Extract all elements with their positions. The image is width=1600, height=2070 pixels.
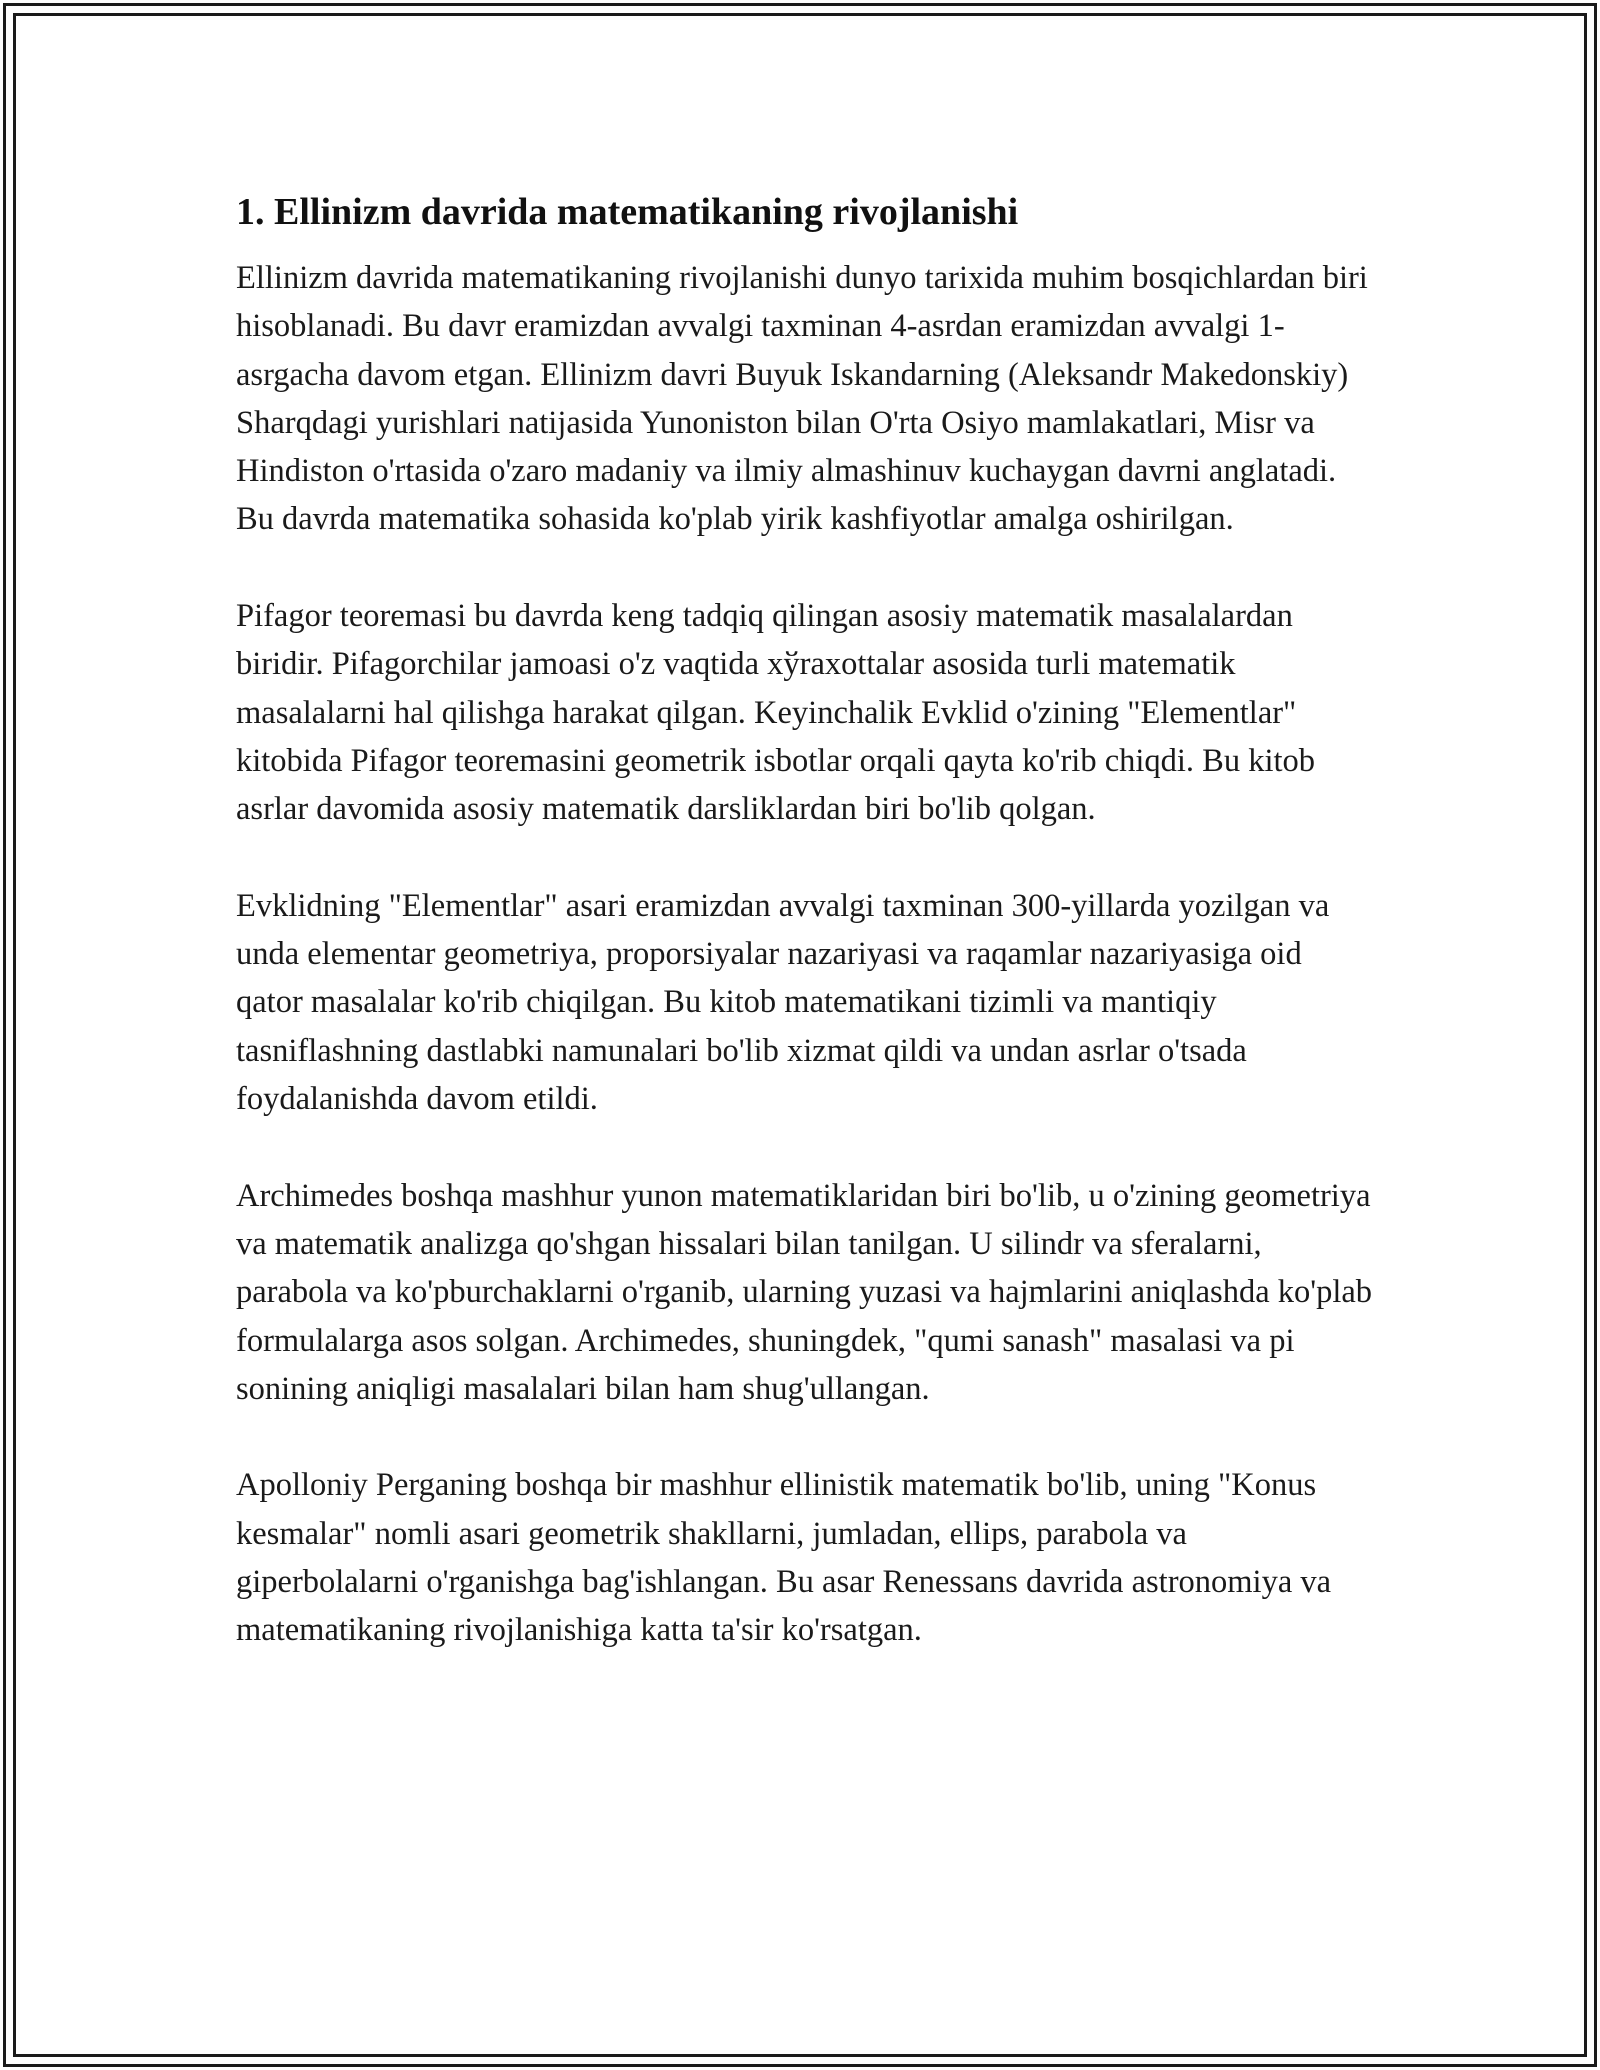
paragraph-euclid-elements: Evklidning "Elementlar" asari eramizdan avvalgi taxminan 300-yillarda yozilgan va unda elementar geometriya, proporsiyalar nazariyasi va raqamlar nazariyasiga oid qator masalalar ko'rib chiqilgan. Bu kitob matematikani tizimli va mantiqiy tasniflashning dastlabki namunalari bo'lib xizmat qildi va undan asrlar o'tsada foydalanishda davom etildi. xyxy=(236,887,1330,1118)
page-title: 1. Ellinizm davrida matematikaning rivojlanishi xyxy=(236,191,1019,233)
document-body xyxy=(236,186,1376,1703)
paragraph-archimedes: Archimedes boshqa mashhur yunon matematiklaridan biri bo'lib, u o'zining geometriya va matematik analizga qo'shgan hissalari bilan tanilgan. U silindr va sferalarni, parabola va ko'pburchaklarni o'rganib, ularning yuzasi va hajmlarini aniqlashda ko'plab formulalarga asos solgan. Archimedes, shuningdek, "qumi sanash" masalasi va pi sonining aniqligi masalalari bilan ham shug'ullangan. xyxy=(236,1177,1373,1407)
paragraph-pythagoras: Pifagor teoremasi bu davrda keng tadqiq qilingan asosiy matematik masalalardan biridir. Pifagorchilar jamoasi o'z vaqtida xўraxottalar asosida turli matematik masalalarni hal qilishga harakat qilgan. Keyinchalik Evklid o'zining "Elementlar" kitobida Pifagor teoremasini geometrik isbotlar orqali qayta ko'rib chiqdi. Bu kitob asrlar davomida asosiy matematik darsliklardan biri bo'lib qolgan. xyxy=(236,598,1316,828)
paragraph-hellenistic-era: Ellinizm davrida matematikaning rivojlanishi dunyo tarixida muhim bosqichlardan biri hisoblanadi. Bu davr eramizdan avvalgi taxminan 4-asrdan eramizdan avvalgi 1-asrgacha davom etgan. Ellinizm davri Buyuk Iskandarning (Aleksandr Makedonskiy) Sharqdagi yurishlari natijasida Yunoniston bilan O'rta Osiyo mamlakatlari, Misr va Hindiston o'rtasida o'zaro madaniy va ilmiy almashinuv kuchaygan davrni anglatadi. Bu davrda matematika sohasida ko'plab yirik kashfiyotlar amalga oshirilgan. xyxy=(236,260,1368,538)
paragraph-apollonius: Apolloniy Perganing boshqa bir mashhur ellinistik matematik bo'lib, uning "Konus kesmalar" nomli asari geometrik shakllarni, jumladan, ellips, parabola va giperbolalarni o'rganishga bag'ishlangan. Bu asar Renessans davrida astronomiya va matematikaning rivojlanishiga katta ta'sir ko'rsatgan. xyxy=(236,1467,1332,1649)
